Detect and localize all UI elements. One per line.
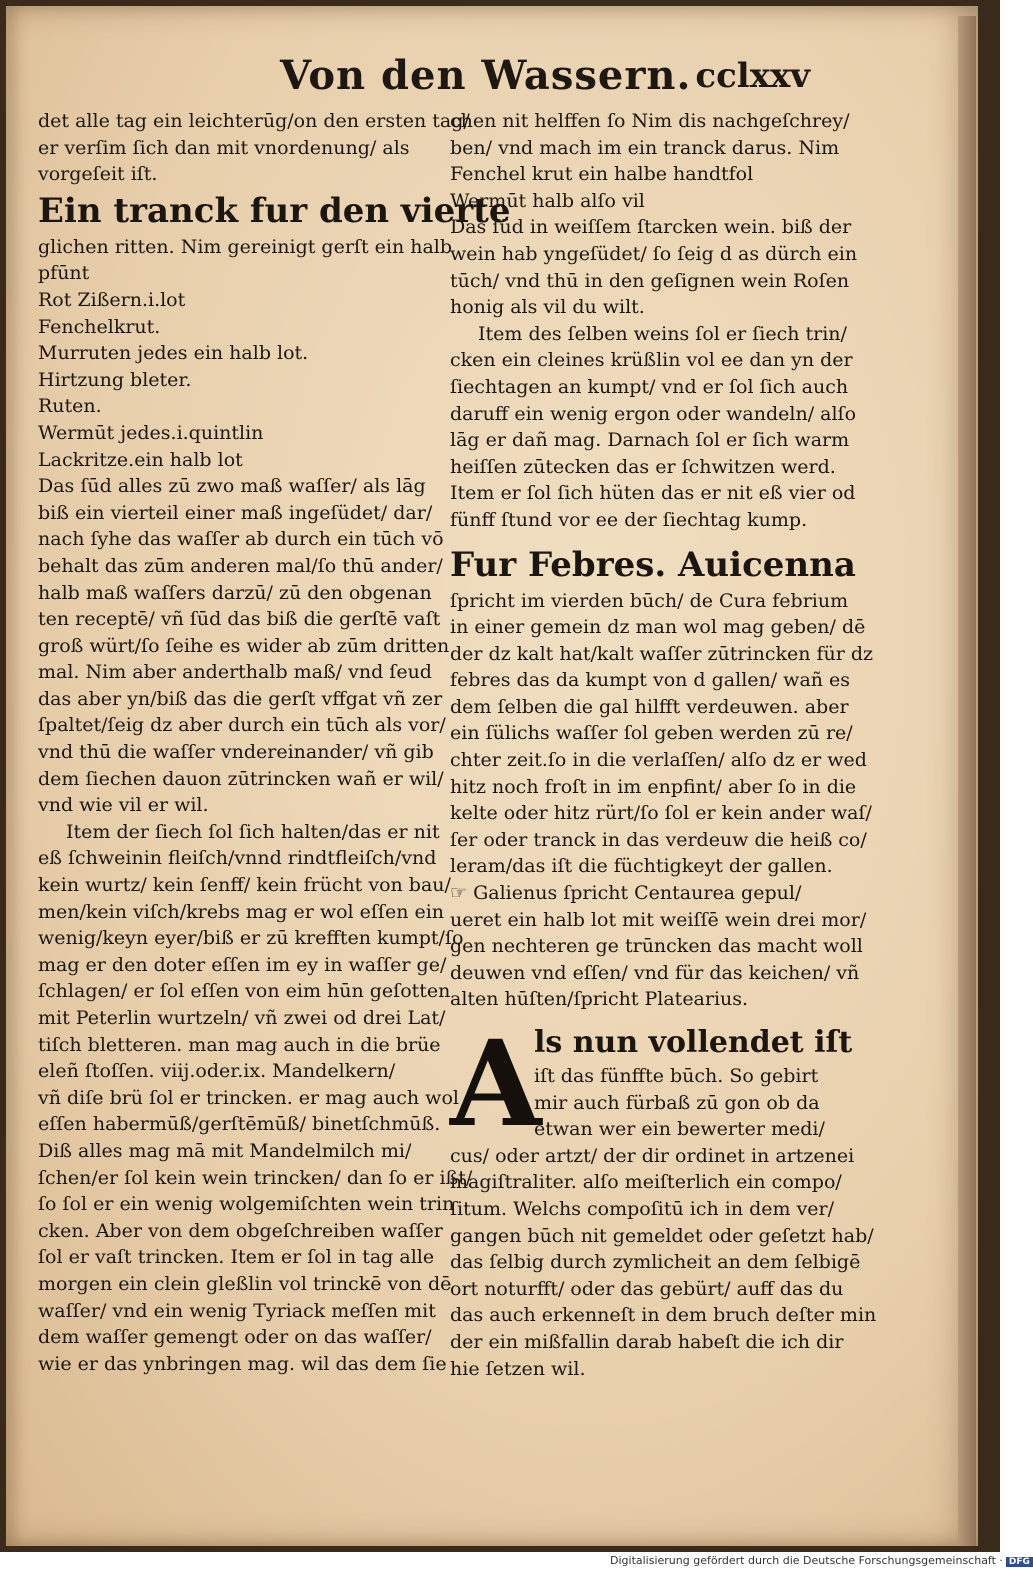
text-line: Das ſūd alles zū zwo maß waſſer/ als lāg [38,475,426,498]
text-line: wein hab yngeſüdet/ ſo ſeig d as dürch ein [450,242,858,265]
text-line: Diß alles mag mā mit Mandelmilch mi/ [38,1139,412,1162]
text-line: mag er den doter eſſen im ey in waſſer ge/ [38,953,447,976]
dfg-logo: DFG [1006,1557,1033,1567]
text-line: ben/ vnd mach im ein tranck darus. Nim [450,136,840,159]
text-line: der ein mißfallin darab habeſt die ich dir [450,1330,844,1353]
galienus-paragraph [450,880,867,1013]
right-lines-main [450,588,874,881]
text-line: Wermūt jedes.i.quintlin [38,421,264,444]
text-line: ſiechtagen an kumpt/ vnd er ſol ſich auch [450,375,849,398]
text-line: honig als vil du wilt. [450,296,645,319]
text-line: dem ſelben die gal hilfft verdeuwen. aber [450,695,849,718]
footer-text: Digitalisierung gefördert durch die Deutsche Forschungsgemeinschaft · [610,1554,1003,1567]
text-line: vorgeſeit iſt. [38,163,158,186]
text-line: ſchen/er ſol kein wein trincken/ dan ſo er ißt/ [38,1166,473,1189]
text-line: tiſch bletteren. man mag auch in die brüe [38,1033,441,1056]
text-line: etwan wer ein bewerter medi/ [534,1118,825,1141]
section-heading-left: Ein tranck fur den vierte [38,190,511,231]
text-line: hitz noch froſt in im enpfint/ aber ſo in die [450,775,857,798]
text-line: eleñ ſtoſſen. viij.oder.ix. Mandelkern/ [38,1060,396,1083]
text-line: lāg er dañ mag. Darnach ſol er ſich warm [450,429,850,452]
digitization-footer [610,1554,1030,1571]
text-line: nach ſyhe das waſſer ab durch ein tūch vō [38,528,444,551]
text-line: Fenchelkrut. [38,315,161,338]
text-line: in einer gemein dz man wol mag geben/ dē [450,616,866,639]
text-line: glichen ritten. Nim gereinigt gerſt ein halb [38,235,453,258]
text-line: ſo ſol er ein wenig wolgemiſchten wein trin [38,1193,455,1216]
initial-section [450,1014,877,1382]
text-line: das ſelbig durch zymlicheit an dem ſelbigē [450,1251,861,1274]
text-line: behalt das zūm anderen mal/ſo thū ander/ [38,554,443,577]
text-line: halb maß waſſers darzū/ zū den obgenan [38,581,432,604]
text-line: ſpaltet/ſeig dz aber durch ein tūch als vor/ [38,714,446,737]
text-line: chter zeit.ſo in die verlaſſen/ alſo dz er wed [450,749,867,772]
left-paragraph-2 [38,819,473,1377]
text-line: das auch erkenneſt in dem bruch deſter min [450,1304,877,1327]
text-line: wie er das ynbringen mag. wil das dem ſie [38,1352,447,1375]
text-line: dem ſiechen dauon zūtrincken wañ er wil/ [38,767,444,790]
text-line: hie ſetzen wil. [450,1357,586,1380]
text-line: Item der ſiech ſol ſich halten/das er nit [66,820,440,843]
decorated-initial: A [450,1014,542,1153]
folio-number: cclxxv [695,56,810,96]
text-line: eß ſchweinin fleiſch/vnnd rindtfleiſch/vnd [38,847,437,870]
text-line: ☞ Galienus ſpricht Centaurea gepul/ [450,882,802,905]
text-line: er verſim ſich dan mit vnordenung/ als [38,136,410,159]
text-line: Rot Zißern.i.lot [38,288,186,311]
text-line: Item er ſol ſich hüten das er nit eß vier od [450,482,856,505]
text-line: gangen būch nit gemeldet oder geſetzt hab/ [450,1224,874,1247]
text-line: deuwen vnd eſſen/ vnd für das keichen/ vñ [450,961,860,984]
text-line: det alle tag ein leichterūg/on den ersten tag/ [38,110,470,132]
text-line: ſitum. Welchs compoſitū ich in dem ver/ [450,1197,835,1220]
text-line: Ruten. [38,395,102,418]
text-line: waſſer/ vnd ein wenig Tyriack meſſen mit [38,1299,436,1322]
text-line: gen nechteren ge trūncken das macht woll [450,935,863,958]
text-line: mit Peterlin wurtzeln/ vñ zwei od drei Lat/ [38,1007,446,1029]
text-line: heiſſen zūtecken das er ſchwitzen werd. [450,455,836,478]
text-line: ſol er vaſt trincken. Item er ſol in tag alle [38,1246,435,1269]
text-line: alten hūſten/ſpricht Platearius. [450,988,749,1011]
text-line: ſer oder tranck in das verdeuw die heiß co/ [450,828,867,851]
text-line: Das ſūd in weiſſem ſtarcken wein. biß der [450,216,852,239]
right-lines-top [450,108,858,321]
text-line: Hirtzung bleter. [38,368,192,391]
left-lines-main [38,234,453,819]
left-lines-top [38,108,470,188]
text-line: chen nit helffen ſo Nim dis nachgeſchrey/ [450,110,850,132]
text-line: vnd wie vil er wil. [38,794,209,817]
text-line: tūch/ vnd thū in den geſignen wein Roſen [450,269,850,292]
text-line: wenig/keyn eyer/biß er zū krefften kumpt/ſo [38,927,464,950]
text-line: magiſtraliter. alſo meiſterlich ein compo/ [450,1171,842,1194]
text-line: mal. Nim aber anderthalb maß/ vnd ſeud [38,661,432,684]
text-line: Wermūt halb alſo vil [450,189,645,212]
text-line: daruff ein wenig ergon oder wandeln/ alſo [450,402,857,425]
section-heading-initial: ls nun vollendet iſt [534,1025,853,1060]
text-line: vnd thū die waſſer vndereinander/ vñ gib [38,741,434,764]
text-line: febres das da kumpt von d gallen/ wañ es [450,669,851,692]
text-line: Item des ſelben weins ſol er ſiech trin/ [478,322,847,345]
page-header [270,52,830,112]
text-line: Lackritze.ein halb lot [38,448,243,471]
page-edge [958,16,976,1546]
right-column [450,108,877,1382]
text-line: kelte oder hitz rürt/ſo ſol er kein ander waſ/ [450,802,872,825]
text-line: leram/das iſt die füchtigkeyt der gallen. [450,855,833,878]
text-line: ueret ein halb lot mit weiſſē wein drei mor/ [450,908,867,931]
text-line: vñ diſe brü ſol er trincken. er mag auch wol [38,1086,459,1109]
text-line: kein wurtz/ kein ſenff/ kein frücht von bau/ [38,874,451,897]
right-lines-end [450,1143,877,1382]
text-line: mir auch fürbaß zū gon ob da [534,1091,820,1114]
left-column [38,108,511,1377]
right-paragraph-2 [450,321,857,534]
text-line: ort noturfft/ oder das gebürt/ auff das du [450,1277,844,1300]
text-line: ein ſülichs waſſer ſol geben werden zū re/ [450,722,853,745]
text-line: Fenchel krut ein halbe handtfol [450,163,754,186]
text-line: das aber yn/biß das die gerſt vffgat vñ zer [38,687,443,710]
text-line: cken. Aber von dem obgeſchreiben waſſer [38,1219,443,1242]
text-line: men/kein viſch/krebs mag er wol eſſen ein [38,900,445,923]
section-heading-febres: Fur Febres. Auicenna [450,544,856,585]
text-line: cus/ oder artzt/ der dir ordinet in artzenei [450,1144,855,1167]
text-line: iſt das fünffte būch. So gebirt [534,1065,819,1087]
text-line: eſſen habermūß/gerſtēmūß/ binetſchmūß. [38,1113,441,1136]
text-line: dem waſſer gemengt oder on das waſſer/ [38,1326,432,1349]
text-line: ſchlagen/ er ſol eſſen von eim hūn geſotten [38,980,451,1003]
text-line: Murruten jedes ein halb lot. [38,342,309,365]
text-line: morgen ein clein gleßlin vol trinckē von dē [38,1272,452,1295]
text-line: cken ein cleines krüßlin vol ee dan yn der [450,349,853,372]
text-line: ten receptē/ vñ ſūd das biß die gerſtē vaſt [38,608,441,631]
text-line: pfūnt [38,262,90,285]
text-line: fünff ſtund vor ee der ſiechtag kump. [450,508,808,531]
text-line: der dz kalt hat/kalt waſſer zūtrincken für dz [450,642,874,665]
text-line: ſpricht im vierden būch/ de Cura febrium [450,589,849,612]
running-head: Von den Wassern. [280,52,692,99]
text-line: groß würt/ſo ſeihe es wider ab zūm dritten [38,634,450,657]
text-line: biß ein vierteil einer maß ingeſüdet/ dar/ [38,501,433,524]
